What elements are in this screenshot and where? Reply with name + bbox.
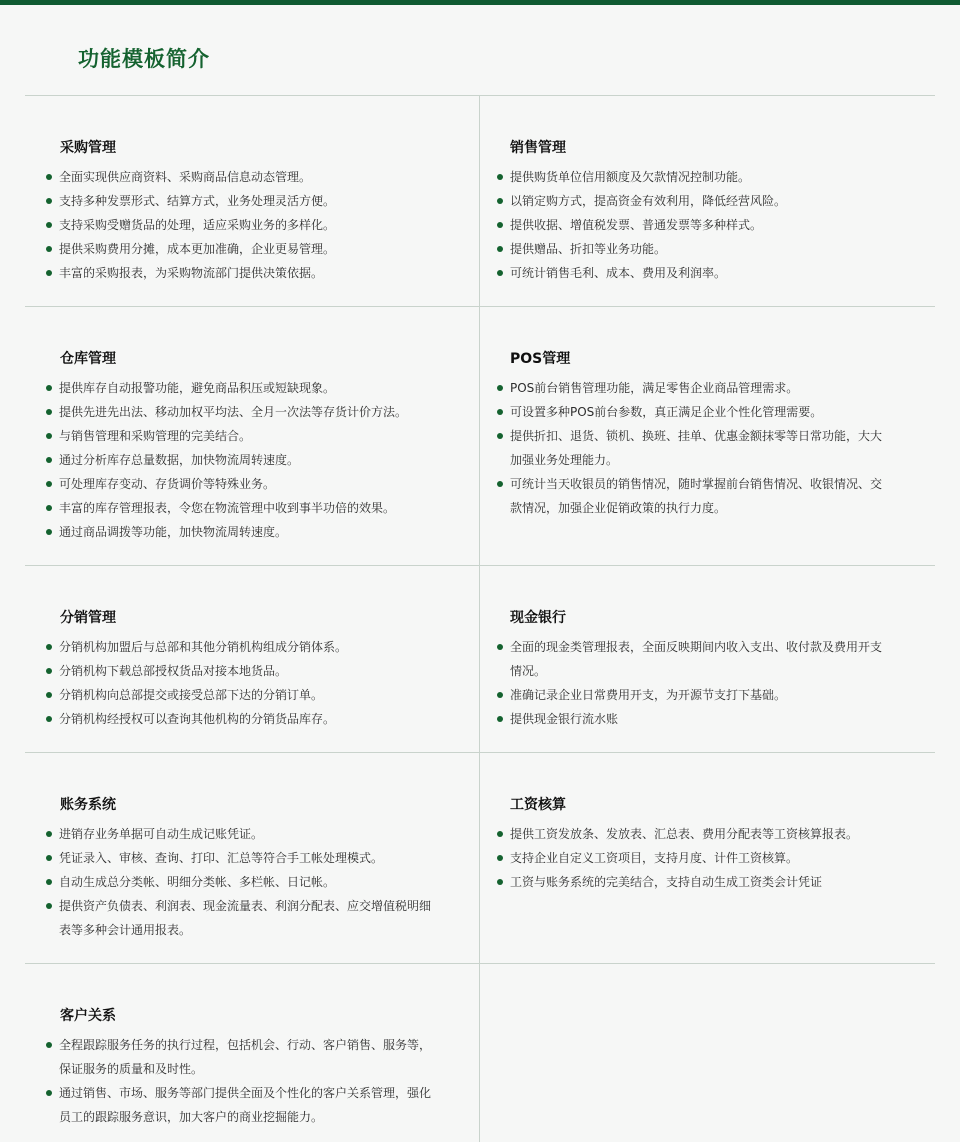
list-item: 自动生成总分类帐、明细分类帐、多栏帐、日记帐。 bbox=[45, 870, 431, 894]
module-title: 账务系统 bbox=[60, 797, 116, 813]
list-item: 提供现金银行流水账 bbox=[496, 707, 885, 731]
list-item: 丰富的采购报表，为采购物流部门提供决策依据。 bbox=[45, 261, 431, 285]
module-row bbox=[25, 96, 935, 307]
list-item: 准确记录企业日常费用开支，为开源节支打下基础。 bbox=[496, 683, 885, 707]
module-purchase bbox=[25, 96, 480, 306]
module-title: POS管理 bbox=[510, 351, 571, 367]
empty-cell bbox=[480, 964, 935, 1142]
module-row bbox=[25, 964, 935, 1142]
module-title: 工资核算 bbox=[510, 797, 566, 813]
module-row bbox=[25, 566, 935, 753]
module-title: 仓库管理 bbox=[60, 351, 116, 367]
list-item: POS前台销售管理功能，满足零售企业商品管理需求。 bbox=[496, 376, 885, 400]
module-title: 客户关系 bbox=[60, 1008, 116, 1024]
list-item: 提供采购费用分摊，成本更加准确，企业更易管理。 bbox=[45, 237, 431, 261]
list-item: 可设置多种POS前台参数，真正满足企业个性化管理需要。 bbox=[496, 400, 885, 424]
module-title: 销售管理 bbox=[510, 140, 566, 156]
feature-list bbox=[45, 822, 431, 942]
list-item: 分销机构向总部提交或接受总部下达的分销订单。 bbox=[45, 683, 431, 707]
list-item: 丰富的库存管理报表，令您在物流管理中收到事半功倍的效果。 bbox=[45, 496, 431, 520]
module-sales bbox=[480, 96, 935, 306]
list-item: 提供收据、增值税发票、普通发票等多种样式。 bbox=[496, 213, 885, 237]
list-item: 全面的现金类管理报表，全面反映期间内收入支出、收付款及费用开支情况。 bbox=[496, 635, 885, 683]
module-grid bbox=[25, 95, 935, 1142]
list-item: 通过分析库存总量数据，加快物流周转速度。 bbox=[45, 448, 431, 472]
list-item: 提供赠品、折扣等业务功能。 bbox=[496, 237, 885, 261]
page-title: 功能模板简介 bbox=[78, 47, 210, 71]
list-item: 提供库存自动报警功能，避免商品积压或短缺现象。 bbox=[45, 376, 431, 400]
module-cash-bank bbox=[480, 566, 935, 752]
list-item: 以销定购方式，提高资金有效利用，降低经营风险。 bbox=[496, 189, 885, 213]
feature-list bbox=[45, 376, 431, 544]
list-item: 分销机构加盟后与总部和其他分销机构组成分销体系。 bbox=[45, 635, 431, 659]
module-crm bbox=[25, 964, 480, 1142]
list-item: 通过销售、市场、服务等部门提供全面及个性化的客户关系管理，强化员工的跟踪服务意识，加大客户的商业挖掘能力。 bbox=[45, 1081, 431, 1129]
list-item: 支持企业自定义工资项目，支持月度、计件工资核算。 bbox=[496, 846, 885, 870]
module-warehouse bbox=[25, 307, 480, 565]
list-item: 通过商品调拨等功能，加快物流周转速度。 bbox=[45, 520, 431, 544]
module-accounting bbox=[25, 753, 480, 963]
feature-list bbox=[45, 165, 431, 285]
list-item: 分销机构经授权可以查询其他机构的分销货品库存。 bbox=[45, 707, 431, 731]
list-item: 提供购货单位信用额度及欠款情况控制功能。 bbox=[496, 165, 885, 189]
list-item: 提供工资发放条、发放表、汇总表、费用分配表等工资核算报表。 bbox=[496, 822, 885, 846]
list-item: 全程跟踪服务任务的执行过程，包括机会、行动、客户销售、服务等，保证服务的质量和及时性。 bbox=[45, 1033, 431, 1081]
list-item: 工资与账务系统的完美结合，支持自动生成工资类会计凭证 bbox=[496, 870, 885, 894]
module-payroll bbox=[480, 753, 935, 963]
module-row bbox=[25, 753, 935, 964]
feature-list bbox=[45, 635, 431, 731]
list-item: 与销售管理和采购管理的完美结合。 bbox=[45, 424, 431, 448]
feature-list bbox=[45, 1033, 431, 1129]
list-item: 提供折扣、退货、锁机、换班、挂单、优惠金额抹零等日常功能，大大加强业务处理能力。 bbox=[496, 424, 885, 472]
module-title: 分销管理 bbox=[60, 610, 116, 626]
list-item: 支持采购受赠货品的处理，适应采购业务的多样化。 bbox=[45, 213, 431, 237]
module-row bbox=[25, 307, 935, 566]
list-item: 分销机构下载总部授权货品对接本地货品。 bbox=[45, 659, 431, 683]
list-item: 进销存业务单据可自动生成记账凭证。 bbox=[45, 822, 431, 846]
list-item: 提供先进先出法、移动加权平均法、全月一次法等存货计价方法。 bbox=[45, 400, 431, 424]
feature-list bbox=[496, 822, 885, 894]
module-pos bbox=[480, 307, 935, 565]
feature-list bbox=[496, 376, 885, 520]
module-title: 现金银行 bbox=[510, 610, 566, 626]
list-item: 全面实现供应商资料、采购商品信息动态管理。 bbox=[45, 165, 431, 189]
module-distribution bbox=[25, 566, 480, 752]
list-item: 支持多种发票形式、结算方式，业务处理灵活方便。 bbox=[45, 189, 431, 213]
feature-list bbox=[496, 165, 885, 285]
feature-list bbox=[496, 635, 885, 731]
list-item: 可统计销售毛利、成本、费用及利润率。 bbox=[496, 261, 885, 285]
list-item: 可处理库存变动、存货调价等特殊业务。 bbox=[45, 472, 431, 496]
list-item: 凭证录入、审核、查询、打印、汇总等符合手工帐处理模式。 bbox=[45, 846, 431, 870]
list-item: 提供资产负债表、利润表、现金流量表、利润分配表、应交增值税明细表等多种会计通用报表。 bbox=[45, 894, 431, 942]
module-title: 采购管理 bbox=[60, 140, 116, 156]
list-item: 可统计当天收银员的销售情况，随时掌握前台销售情况、收银情况、交款情况，加强企业促销政策的执行力度。 bbox=[496, 472, 885, 520]
